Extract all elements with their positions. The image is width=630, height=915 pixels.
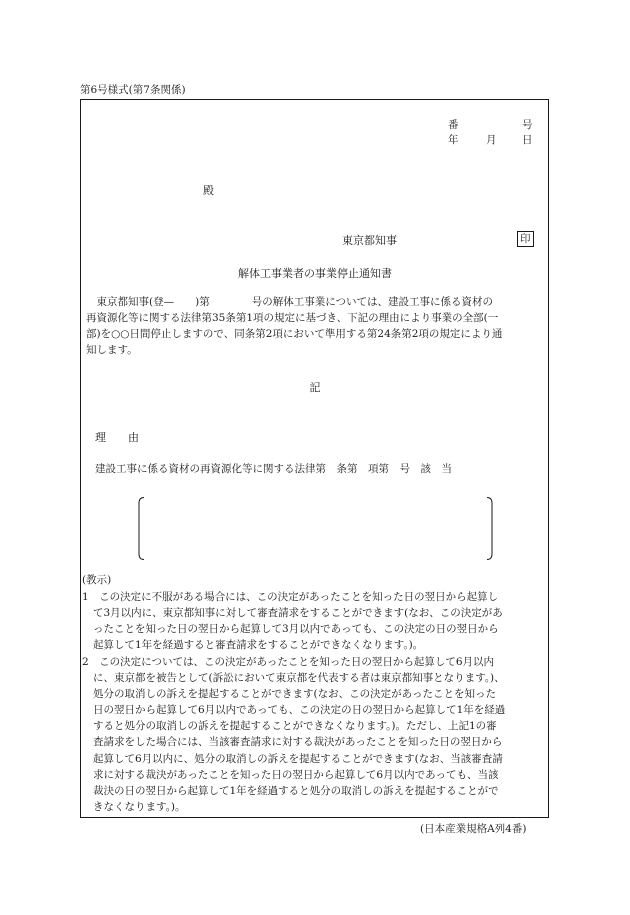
note-line: きなくなります。)。	[93, 801, 186, 814]
document-title: 解体工事業者の事業停止通知書	[238, 267, 392, 280]
right-bracket	[486, 497, 493, 560]
note-line: て3月以内に、東京都知事に対して審査請求をすることができます(なお、この決定があ	[93, 607, 503, 620]
body-line: 東京都知事(登— )第 号の解体工事業については、建設工事に係る資材の	[86, 296, 493, 308]
issuer-name: 東京都知事	[342, 234, 397, 247]
note-line: すると処分の取消しの訴えを提起することができなくなります。)。ただし、上記1の審	[93, 720, 497, 733]
instruction-heading: (教示)	[82, 574, 112, 586]
body-line: 再資源化等に関する法律第35条第1項の規定に基づき、下記の理由により事業の全部(一	[86, 311, 499, 324]
body-line: 部)を○○日間停止しますので、同条第2項において準用する第24条第2項の規定により通	[86, 327, 503, 340]
note-line: 裁決の日の翌日から起算して1年を経過すると処分の取消しの訴えを提起することがで	[93, 784, 499, 797]
paper-size-note: (日本産業規格A列4番)	[420, 823, 527, 835]
form-number-label: 第6号様式(第7条関係)	[80, 84, 186, 96]
law-reference-line: 建設工事に係る資材の再資源化等に関する法律第 条第 項第 号 該 当	[95, 463, 452, 475]
reason-label: 理 由	[95, 431, 139, 444]
date-day-label: 日	[522, 134, 533, 146]
notice-body	[86, 295, 534, 359]
date-month-label: 月	[486, 134, 497, 146]
body-line: 知します。	[86, 343, 138, 356]
left-bracket	[138, 497, 145, 560]
ki-heading: 記	[309, 381, 321, 394]
date-year-label: 年	[448, 134, 459, 146]
seal-mark: 印	[517, 231, 534, 247]
note-line: 求に対する裁決があったことを知った日の翌日から起算して6月以内であっても、当該	[93, 768, 499, 781]
number-go-label: 号	[522, 119, 533, 131]
note-line: ったことを知った日の翌日から起算して3月以内であっても、この決定の日の翌日から	[93, 623, 499, 636]
note-line: 日の翌日から起算して6月以内であっても、この決定の日の翌日から起算して1年を経過	[93, 704, 506, 717]
note-line: 2 この決定については、この決定があったことを知った日の翌日から起算して6月以内	[82, 655, 495, 668]
note-line: 起算して6月以内に、処分の取消しの訴えを提起することができます(なお、当該審査請	[93, 752, 503, 765]
number-ban-label: 番	[448, 119, 459, 131]
note-line: に、東京都を被告として(訴訟において東京都を代表する者は東京都知事となります。)、	[93, 671, 505, 684]
instruction-notes	[82, 589, 552, 815]
note-line: 1 この決定に不服がある場合には、この決定があったことを知った日の翌日から起算し	[82, 591, 499, 603]
addressee-suffix: 殿	[203, 184, 214, 197]
note-line: 査請求をした場合には、当該審査請求に対する裁決があったことを知った日の翌日から	[93, 736, 503, 749]
note-line: 起算して1年を経過すると審査請求をすることができなくなります。)。	[93, 639, 424, 652]
note-line: 処分の取消しの訴えを提起することができます(なお、この決定があったことを知った	[93, 687, 496, 700]
